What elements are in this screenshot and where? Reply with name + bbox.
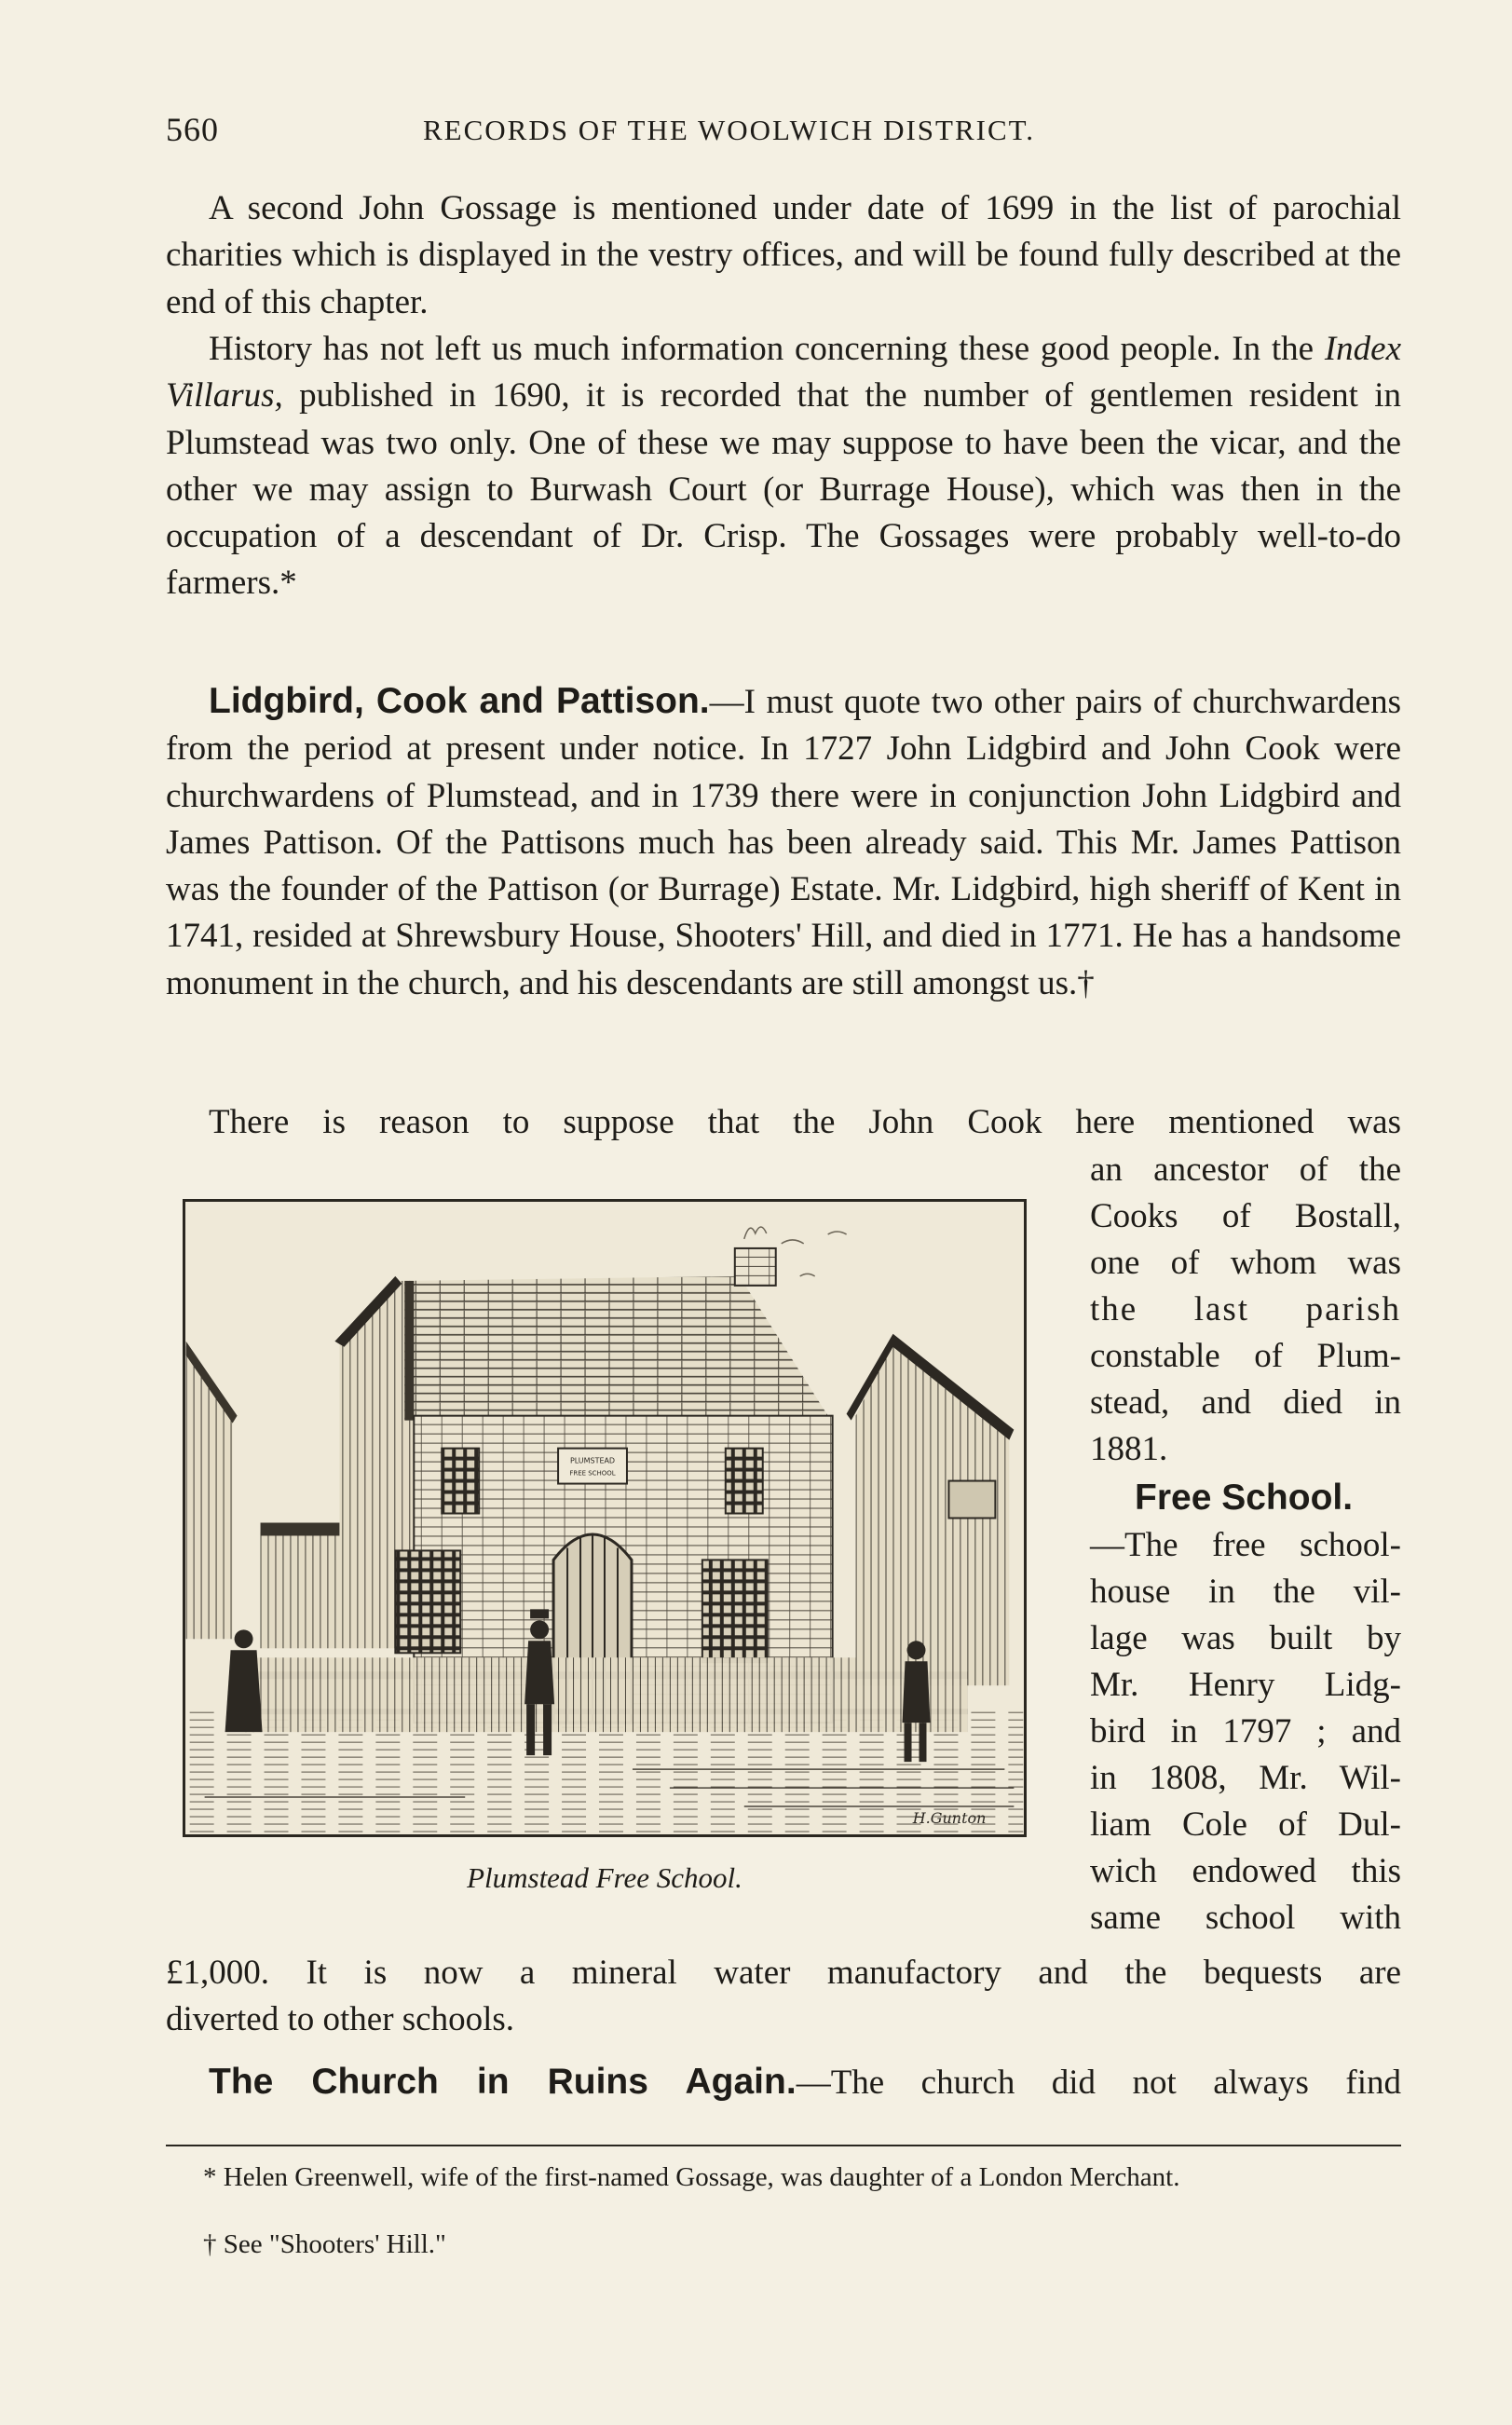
narrow-line: Mr. Henry Lidg- [1090, 1666, 1401, 1704]
narrow-line: —The free school- [1090, 1526, 1401, 1564]
narrow-line: bird in 1797 ; and [1090, 1712, 1401, 1751]
section-heading-free-school: Free School. [1135, 1478, 1354, 1518]
paragraph-cook-first-line [166, 1099, 1401, 1146]
paragraph-text: There is reason to suppose that the John Cook here mentioned was [209, 1103, 1401, 1141]
narrow-line: lage was built by [1090, 1619, 1401, 1657]
section-heading-church-ruins: The Church in Ruins Again. [209, 2062, 797, 2102]
paragraph-text: —I must quote two other pairs of churchwardens from the period at present under notice. In 1727 John Lidgbird and John Cook were churchwardens of Plumstead, and in 1739 there were in conjunction John Lidgbird and James Pattison. Of the Pattisons much has been already said. This Mr. James Pattison was the founder of the Pattison (or Burrage) Estate. Mr. Lidgbird, high sheriff of Kent in 1741, resided at Shrewsbury House, Shooters' Hill, and died in 1771. He has a handsome monument in the church, and his descendants are still amongst us.† [166, 683, 1401, 1002]
narrow-line: wich endowed this [1090, 1852, 1401, 1890]
narrow-line: an ancestor of the [1090, 1151, 1401, 1189]
paragraph-text: diverted to other schools. [166, 2000, 515, 2038]
paragraph-gossage [166, 185, 1401, 326]
section-heading-lidgbird: Lidgbird, Cook and Pattison. [209, 681, 710, 721]
narrow-line: Cooks of Bostall, [1090, 1197, 1401, 1235]
illustration-plumstead-free-school [183, 1199, 1027, 1837]
narrow-line: house in the vil- [1090, 1573, 1401, 1611]
figure-caption: Plumstead Free School. [467, 1861, 742, 1894]
paragraph-history [166, 326, 1401, 607]
running-title: RECORDS OF THE WOOLWICH DISTRICT. [423, 114, 1036, 146]
page-number: 560 [166, 111, 219, 148]
narrow-line: 1881. [1090, 1430, 1168, 1468]
footnote-shooters-hill: † See "Shooters' Hill." [203, 2229, 446, 2259]
engraver-signature: H.Gunton [912, 1809, 987, 1828]
engraving-school-house [185, 1202, 1024, 1834]
paragraph-endowment-line2 [166, 1996, 1401, 2043]
paragraph-church-ruins [166, 2059, 1401, 2106]
narrow-line: constable of Plum- [1090, 1337, 1401, 1375]
narrow-line: liam Cole of Dul- [1090, 1805, 1401, 1844]
paragraph-text: —The church did not always find [796, 2064, 1402, 2102]
book-title-italic: Index Villarus, [166, 330, 1401, 416]
paragraph-text: A second John Gossage is mentioned under date of 1699 in the list of parochial charities which is displayed in the vestry offices, and will be found fully described at the end of this chapter. [166, 189, 1401, 321]
footnote-greenwell: * Helen Greenwell, wife of the first-named Gossage, was daughter of a London Merchant. [203, 2162, 1180, 2192]
footnote-rule [166, 2145, 1401, 2146]
narrow-line: one of whom was [1090, 1244, 1401, 1282]
paragraph-text: History has not left us much information concerning these good people. In the [209, 330, 1325, 368]
picket-fence [242, 1657, 968, 1732]
narrow-line: in 1808, Mr. Wil- [1090, 1759, 1401, 1797]
running-header [166, 110, 1401, 153]
paragraph-lidgbird [166, 678, 1401, 1007]
paragraph-text: £1,000. It is now a mineral water manufactory and the bequests are [166, 1954, 1401, 1992]
sign-text: FREE SCHOOL [569, 1469, 616, 1478]
narrow-line: stead, and died in [1090, 1383, 1401, 1422]
paragraph-endowment-line1 [166, 1950, 1401, 1996]
paragraph-text: published in 1690, it is recorded that the number of gentlemen resident in Plumstead was two only. One of these we may suppose to have been the vicar, and the other we may assign to Burwash Court (or Burrage House), which was then in the occupation of a descendant of Dr. Crisp. The Gossages were probably well-to-do farmers.* [166, 376, 1401, 603]
narrow-line: the last parish [1090, 1290, 1401, 1328]
school-sign [558, 1449, 627, 1484]
sign-text: PLUMSTEAD [569, 1456, 616, 1465]
narrow-line: same school with [1090, 1899, 1401, 1937]
